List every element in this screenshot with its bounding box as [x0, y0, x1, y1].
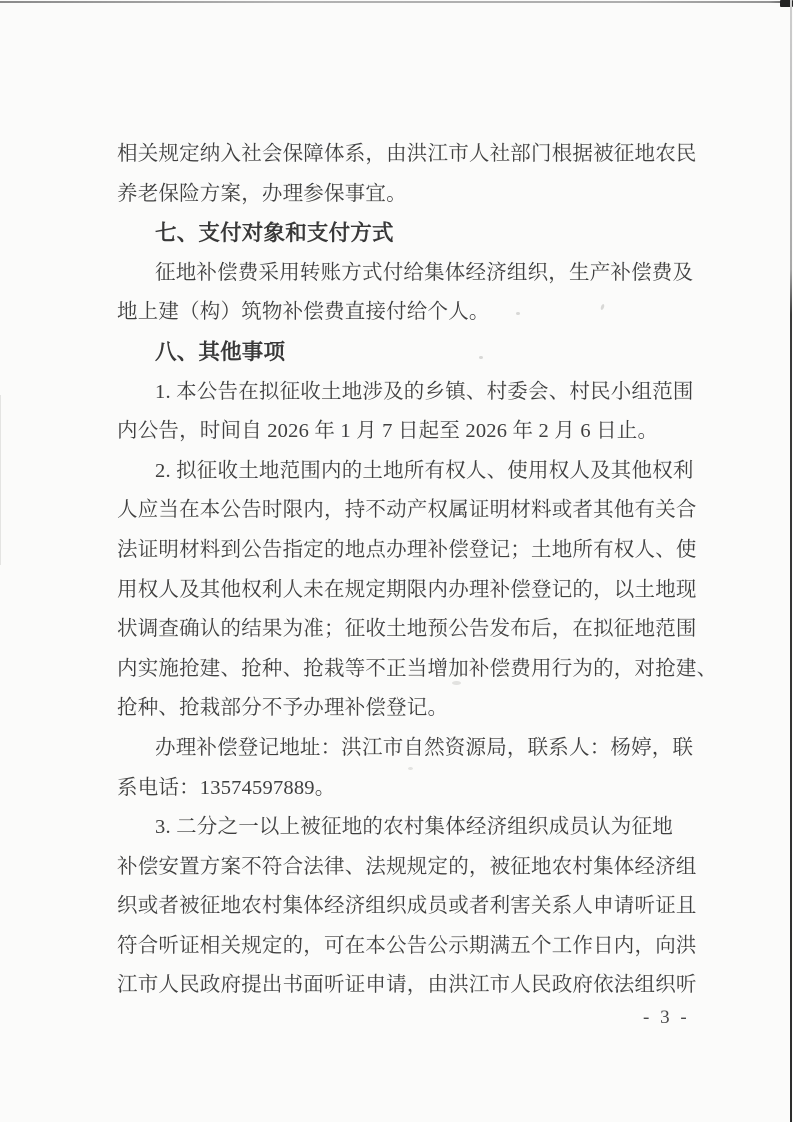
body-line: 江市人民政府提出书面听证申请，由洪江市人民政府依法组织听 — [117, 974, 697, 997]
body-line: 3. 二分之一以上被征地的农村集体经济组织成员认为征地 — [155, 816, 673, 839]
scan-edge-right-line — [790, 0, 792, 1122]
body-line: 符合听证相关规定的，可在本公告公示期满五个工作日内，向洪 — [117, 934, 697, 957]
body-line: 用权人及其他权利人未在规定期限内办理补偿登记的，以土地现 — [117, 578, 697, 601]
page-number: - 3 - — [643, 1007, 690, 1028]
scan-edge-top-line — [0, 1, 793, 3]
scan-edge-left-line — [0, 395, 1, 565]
body-line: 人应当在本公告时限内，持不动产权属证明材料或者其他有关合 — [117, 499, 697, 522]
body-line: 内公告，时间自 2026 年 1 月 7 日起至 2026 年 2 月 6 日止。 — [117, 420, 659, 443]
body-line: 2. 拟征收土地范围内的土地所有权人、使用权人及其他权利 — [155, 459, 694, 482]
body-line: 养老保险方案，办理参保事宜。 — [117, 182, 407, 205]
body-line: 状调查确认的结果为准；征收土地预公告发布后，在拟征地范围 — [117, 618, 697, 641]
body-line: 地上建（构）筑物补偿费直接付给个人。 — [117, 301, 490, 324]
body-line: 法证明材料到公告指定的地点办理补偿登记；土地所有权人、使 — [117, 538, 697, 561]
section-heading-8: 八、其他事项 — [155, 339, 286, 364]
body-line: 补偿安置方案不符合法律、法规规定的，被征地农村集体经济组 — [117, 855, 697, 878]
section-heading-7: 七、支付对象和支付方式 — [155, 221, 394, 246]
body-line: 织或者被征地农村集体经济组织成员或者利害关系人申请听证且 — [117, 895, 697, 918]
document-body — [117, 135, 717, 1006]
body-line: 征地补偿费采用转账方式付给集体经济组织，生产补偿费及 — [155, 261, 694, 284]
body-line-registration-address: 办理补偿登记地址：洪江市自然资源局，联系人：杨婷，联 — [155, 736, 694, 759]
body-line: 内实施抢建、抢种、抢栽等不正当增加补偿费用行为的，对抢建、 — [117, 657, 718, 680]
body-line-contact-phone: 系电话：13574597889。 — [117, 776, 336, 799]
body-line: 抢种、抢栽部分不予办理补偿登记。 — [117, 697, 449, 720]
body-line: 1. 本公告在拟征收土地涉及的乡镇、村委会、村民小组范围 — [155, 380, 694, 403]
body-line: 相关规定纳入社会保障体系，由洪江市人社部门根据被征地农民 — [117, 143, 697, 165]
